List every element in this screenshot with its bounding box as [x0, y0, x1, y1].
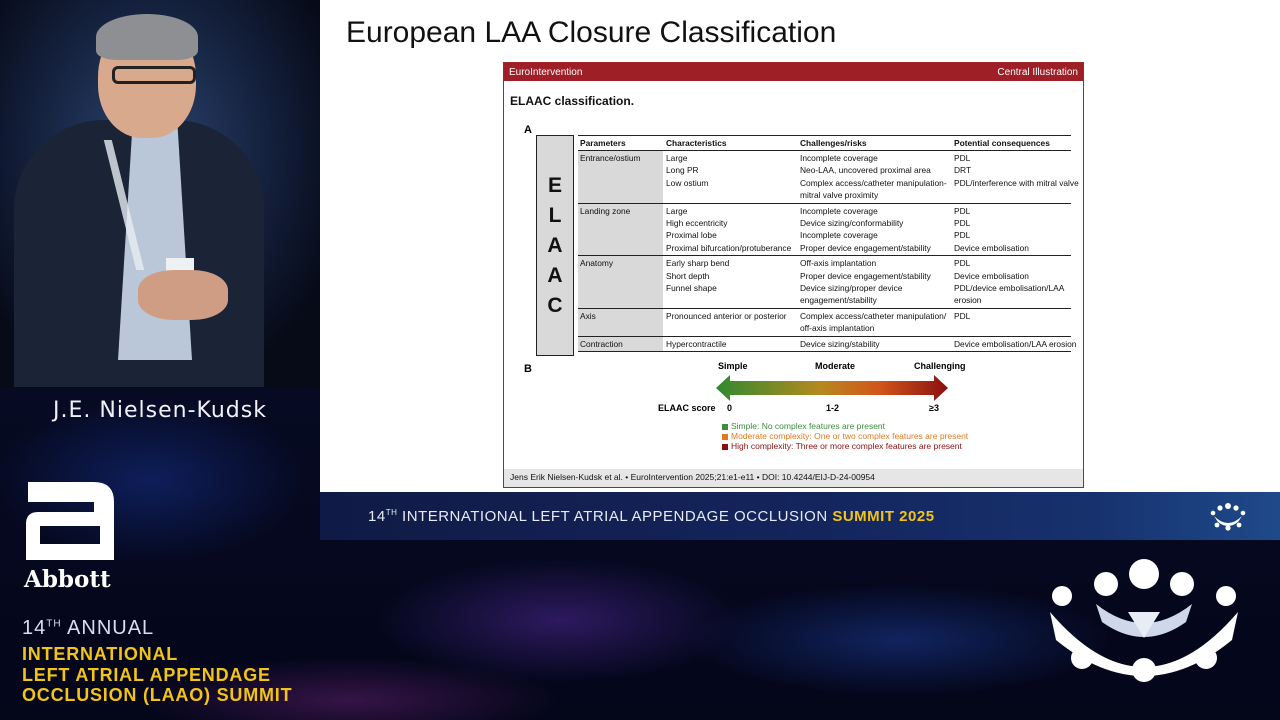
consequences-line: Device embolisation/LAA erosion — [954, 338, 1077, 349]
challenges-cell — [797, 337, 951, 351]
annual-ordinal: TH — [46, 618, 62, 630]
consequences-line: Device embolisation — [954, 242, 1029, 253]
acronym-letter: E — [547, 173, 562, 197]
challenges-line: Incomplete coverage — [800, 153, 878, 163]
abbott-logo-icon — [22, 482, 118, 560]
challenges-line: Complex access/catheter manipulation/ — [800, 310, 947, 321]
col-header: Potential consequences — [954, 138, 1050, 148]
characteristics-line: Hypercontractile — [666, 338, 727, 349]
consequences-cell — [951, 309, 1071, 336]
table-row — [578, 337, 1077, 352]
challenges-line: Proper device engagement/stability — [800, 270, 931, 281]
legend-text: High complexity: Three or more complex features are present — [731, 441, 962, 451]
parameter-text: Entrance/ostium — [580, 153, 641, 163]
score-simple: 0 — [727, 403, 733, 413]
characteristics-line: Large — [666, 205, 688, 216]
elaac-acronym — [536, 135, 574, 356]
challenges-line: Proper device engagement/stability — [800, 242, 931, 253]
characteristics-cell — [663, 309, 797, 336]
consequences-line: erosion — [954, 295, 982, 306]
characteristics-cell — [663, 151, 797, 203]
figure-header — [504, 63, 1083, 81]
parameter-cell — [578, 204, 663, 256]
consequences-line: PDL/interference with mitral valve — [954, 177, 1079, 188]
consequences-cell — [951, 151, 1079, 203]
figure-journal: EuroIntervention — [509, 66, 583, 78]
event-annual — [22, 617, 154, 640]
parameter-cell — [578, 256, 663, 308]
level-simple: Simple — [718, 361, 748, 371]
challenges-cell — [797, 256, 951, 308]
col-header: Parameters — [580, 138, 626, 148]
characteristics-line — [666, 189, 794, 201]
legend-swatch — [722, 424, 728, 430]
table-header — [578, 136, 1071, 151]
speaker-video — [0, 0, 320, 387]
challenges-line: Incomplete coverage — [800, 205, 878, 216]
panel-b-label: B — [524, 363, 532, 375]
level-moderate: Moderate — [815, 361, 856, 371]
legend-swatch — [722, 434, 728, 440]
characteristics-cell — [663, 256, 797, 308]
challenges-line: Device sizing/proper device — [800, 283, 903, 294]
consequences-line: PDL — [954, 258, 971, 269]
col-header: Challenges/risks — [800, 138, 867, 148]
elaac-table — [578, 135, 1079, 352]
challenges-cell — [797, 151, 951, 203]
score-moderate: 1-2 — [826, 403, 840, 413]
banner-highlight: SUMMIT 2025 — [832, 508, 935, 525]
acronym-letter: A — [547, 233, 563, 257]
table-row — [578, 256, 1071, 309]
consequences-line: DRT — [954, 165, 972, 176]
banner-number: 14 — [368, 508, 386, 525]
challenges-line: engagement/stability — [800, 295, 877, 306]
challenges-line: Device sizing/conformability — [800, 218, 904, 229]
challenges-line: Complex access/catheter manipulation- — [800, 177, 947, 188]
characteristics-cell — [663, 337, 797, 351]
consequences-line: PDL/device embolisation/LAA — [954, 283, 1065, 294]
figure-subtitle: ELAAC classification. — [510, 94, 635, 108]
consequences-line: PDL — [954, 218, 971, 229]
summit-banner — [320, 492, 1280, 540]
challenges-cell — [797, 204, 951, 256]
challenges-line: off-axis implantation — [800, 323, 875, 334]
table-body — [578, 151, 1079, 352]
legend-swatch — [722, 444, 728, 450]
complexity-arrow — [716, 375, 948, 401]
characteristics-line: Funnel shape — [666, 283, 717, 294]
parameter-text: Axis — [580, 310, 596, 321]
elaac-score-scale — [504, 355, 1085, 465]
consequences-line — [954, 189, 1068, 201]
banner-ordinal: TH — [385, 508, 398, 517]
consequences-line: PDL — [954, 205, 971, 216]
parameter-text: Landing zone — [580, 205, 631, 216]
summit-emblem-icon — [1036, 552, 1252, 704]
acronym-letter: C — [547, 293, 563, 317]
challenges-line: Neo-LAA, uncovered proximal area — [800, 165, 931, 176]
legend-item — [722, 441, 962, 451]
consequences-line: Device embolisation — [954, 270, 1029, 281]
banner-text — [368, 508, 935, 525]
challenges-line: mitral valve proximity — [800, 190, 879, 201]
consequences-cell — [951, 204, 1071, 256]
parameter-text: Contraction — [580, 338, 623, 349]
speaker-glasses — [112, 66, 196, 84]
event-line-1: INTERNATIONAL — [22, 644, 179, 664]
score-challenging: ≥3 — [929, 403, 939, 413]
acronym-letter: A — [547, 263, 563, 287]
table-row — [578, 309, 1071, 337]
event-line-3: OCCLUSION (LAAO) SUMMIT — [22, 685, 293, 705]
consequences-cell — [951, 256, 1071, 308]
legend-item — [722, 421, 885, 431]
abbott-wordmark: Abbott — [24, 566, 111, 593]
panel-a-label: A — [524, 124, 532, 136]
parameter-cell — [578, 337, 663, 351]
characteristics-line: Early sharp bend — [666, 258, 730, 269]
characteristics-line: Long PR — [666, 165, 699, 176]
characteristics-cell — [663, 204, 797, 256]
speaker-name: J.E. Nielsen-Kudsk — [53, 398, 267, 423]
table-row — [578, 151, 1079, 204]
speaker-hands — [138, 270, 228, 320]
annual-word: ANNUAL — [61, 617, 155, 639]
challenges-line: Device sizing/stability — [800, 338, 880, 349]
characteristics-line: High eccentricity — [666, 218, 728, 229]
legend-item — [722, 431, 968, 441]
legend-text: Simple: No complex features are present — [731, 421, 886, 431]
parameter-text: Anatomy — [580, 258, 614, 269]
characteristics-line: Low ostium — [666, 177, 709, 188]
characteristics-line: Proximal bifurcation/protuberance — [666, 242, 792, 253]
consequences-line: PDL — [954, 230, 971, 241]
level-challenging: Challenging — [914, 361, 966, 371]
parameter-cell — [578, 151, 663, 203]
acronym-letter: L — [548, 203, 562, 227]
figure-citation: Jens Erik Nielsen-Kudsk et al. • EuroIntervention 2025;21:e1-e11 • DOI: 10.4244/EIJ-D-24-00954 — [504, 469, 1083, 487]
consequences-line: PDL — [954, 310, 971, 321]
col-header: Characteristics — [666, 138, 727, 148]
elaac-figure — [503, 62, 1084, 488]
characteristics-line: Short depth — [666, 270, 710, 281]
speaker-hair — [96, 14, 198, 60]
consequences-line: PDL — [954, 153, 971, 163]
banner-title: INTERNATIONAL LEFT ATRIAL APPENDAGE OCCLUSION — [397, 508, 833, 525]
challenges-line: Off-axis implantation — [800, 258, 877, 269]
challenges-cell — [797, 309, 951, 336]
parameter-cell — [578, 309, 663, 336]
legend-text: Moderate complexity: One or two complex features are present — [731, 431, 969, 441]
score-label: ELAAC score — [658, 403, 716, 413]
characteristics-line — [666, 294, 794, 306]
slide-title: European LAA Closure Classification — [346, 16, 837, 49]
presentation-slide — [320, 0, 1280, 492]
challenges-line: Incomplete coverage — [800, 230, 878, 241]
characteristics-line: Proximal lobe — [666, 230, 717, 241]
characteristics-line: Large — [666, 153, 688, 163]
characteristics-line: Pronounced anterior or posterior — [666, 310, 787, 321]
consequences-cell — [951, 337, 1077, 351]
table-row — [578, 204, 1071, 257]
figure-label: Central Illustration — [997, 66, 1078, 78]
annual-number: 14 — [22, 617, 47, 639]
summit-logo-icon — [1208, 500, 1248, 532]
event-line-2: LEFT ATRIAL APPENDAGE — [22, 665, 271, 685]
